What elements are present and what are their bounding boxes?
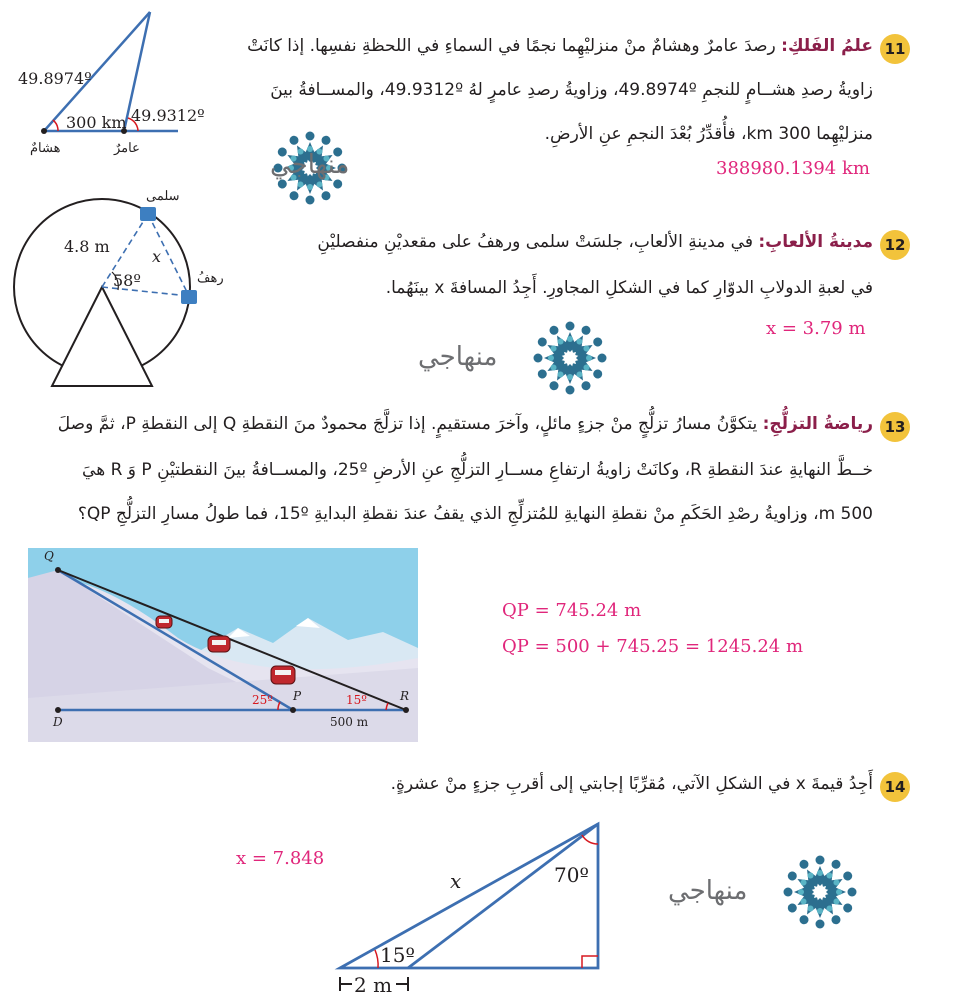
q13-text-1: يتكوَّنُ مسارُ تزلُّجٍ منْ جزءٍ مائلٍ، وآخرَ مستقيمٍ. إذا تزلَّجَ محمودٌ منَ النقطةِ Q إلى النقطةِ P، ثمَّ وصلَ — [57, 414, 758, 434]
q11-text-1: رصدَ عامرٌ وهشامٌ منْ منزليْهِما نجمًا في السماءِ في اللحظةِ نفسِها. إذا كانَتْ — [247, 36, 776, 56]
q13-D-label: D — [53, 715, 63, 729]
q11-hisham-label: هشامٌ — [30, 141, 61, 156]
q12-line-1 — [317, 232, 873, 252]
manhaji-logo-2 — [530, 318, 610, 398]
q12-rahaf-label: رهفُ — [197, 271, 224, 286]
q14-line-1: أَجِدُ قيمةَ x في الشكلِ الآتي، مُقرِّبًا إجابتي إلى أقربِ جزءٍ منْ عشرةٍ. — [390, 774, 873, 794]
manhaji-logo-icon — [780, 852, 860, 932]
q12-salma-label: سلمى — [146, 189, 180, 204]
question-number-13: 13 — [880, 412, 910, 442]
manhaji-logo-3 — [780, 852, 860, 932]
q11-figure — [0, 0, 230, 170]
q11-angle-amer: 49.9312º — [131, 106, 205, 125]
q11-answer: 388980.1394 km — [716, 158, 870, 179]
question-number-14: 14 — [880, 772, 910, 802]
q13-line-2: خــطَّ النهايةِ عندَ النقطةِ R، وكانَتْ زاويةُ ارتفاعِ مســارِ التزلُّجِ عنِ الأرضِ 25º، والمســافةُ بينَ النقطتيْنِ P وَ R هيَ — [82, 460, 873, 480]
q13-angle-25: 25º — [252, 693, 273, 707]
q13-P-label: P — [293, 689, 302, 703]
q14-figure — [320, 810, 620, 1000]
manhaji-logo-text-3: منهاجي — [668, 876, 748, 906]
q12-figure — [0, 180, 240, 400]
q11-distance: 300 km — [66, 113, 127, 132]
q13-topic: رياضةُ التزلُّجِ: — [762, 414, 873, 434]
q14-angle-70: 70º — [554, 863, 589, 887]
q12-x-label: x — [152, 247, 162, 266]
q11-line-3: منزليْهِما 300 km، فأُقدِّرُ بُعْدَ النجمِ عنِ الأرضِ. — [544, 124, 873, 144]
q14-base-length: 2 m — [354, 973, 393, 997]
q11-line-1 — [247, 36, 873, 56]
q12-answer: x = 3.79 m — [766, 318, 866, 339]
q14-angle-15: 15º — [380, 943, 415, 967]
q13-answer-1: QP = 745.24 m — [502, 600, 642, 621]
manhaji-logo-icon — [530, 318, 610, 398]
manhaji-logo-text-2: منهاجي — [418, 342, 498, 372]
q11-line-2: زاويةُ رصدِ هشــامٍ للنجمِ 49.8974º، وزاويةُ رصدِ عامرٍ لهُ 49.9312º، والمســافةُ بينَ — [270, 80, 873, 100]
manhaji-logo-text-1: منهاجي — [270, 150, 350, 180]
q13-figure — [28, 548, 418, 742]
q12-text-1: في مدينةِ الألعابِ، جلسَتْ سلمى ورهفُ على مقعديْنِ منفصليْنِ — [317, 232, 753, 252]
q11-topic: علمُ الفَلكِ: — [781, 36, 873, 56]
q13-line-1 — [58, 414, 873, 434]
q14-x-label: x — [450, 869, 462, 893]
q14-answer: x = 7.848 — [236, 848, 325, 869]
q13-Q-label: Q — [44, 549, 54, 563]
q12-line-2: في لعبةِ الدولابِ الدوّارِ كما في الشكلِ المجاورِ. أَجِدُ المسافةَ x بينَهُما. — [385, 278, 873, 298]
q12-radius: 4.8 m — [64, 237, 110, 256]
q13-line-3: 500 m، وزاويةُ رصْدِ الحَكَمِ منْ نقطةِ النهايةِ للمُتزلِّجِ الذي يقفُ عندَ نقطةِ البدايةِ 15º، فما طولُ مسارِ التزلُّجِ QP؟ — [77, 504, 873, 524]
q13-R-label: R — [400, 689, 410, 703]
q12-angle: 58º — [113, 271, 141, 290]
q13-distance: 500 m — [330, 715, 369, 729]
q11-angle-hisham: 49.8974º — [18, 69, 92, 88]
q11-amer-label: عامرٌ — [114, 141, 140, 156]
question-number-11: 11 — [880, 34, 910, 64]
q13-answer-2: QP = 500 + 745.25 = 1245.24 m — [502, 636, 804, 657]
q12-topic: مدينةُ الألعابِ: — [758, 232, 873, 252]
question-number-12: 12 — [880, 230, 910, 260]
q13-angle-15: 15º — [346, 693, 367, 707]
